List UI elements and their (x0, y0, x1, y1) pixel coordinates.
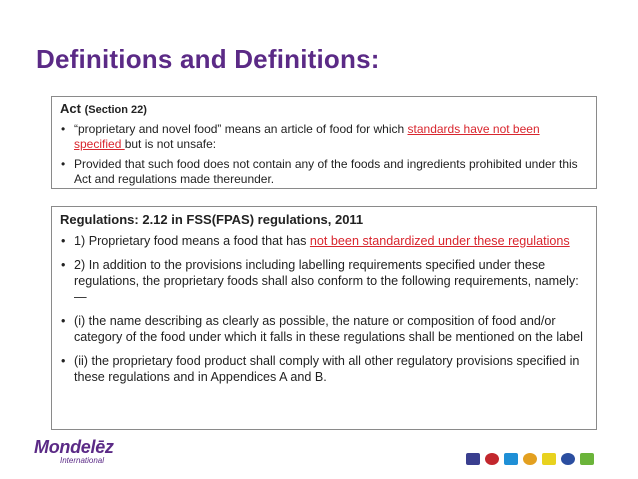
act-heading (60, 101, 588, 116)
regulations-heading: Regulations: 2.12 in FSS(FPAS) regulations, 2011 (60, 212, 364, 227)
regulations-bullet-3: • (i) the name describing as clearly as possible, the nature or composition of food and/or category of the food under which it falls in these regulations shall be mentioned on the label (60, 313, 588, 345)
brand-icon-6 (561, 453, 575, 465)
regulations-bullet-2: • 2) In addition to the provisions including labelling requirements specified under these regulations, the proprietary foods shall also conform to the following requirements, namely:— (60, 257, 588, 305)
regulations-bullet-1-text: 1) Proprietary food means a food that has (74, 234, 310, 248)
regulations-bullet-list (60, 233, 588, 385)
slide-title: Definitions and Definitions: (36, 44, 380, 74)
regulations-bullet-1-highlight: not been standardized under these regulations (309, 234, 570, 248)
brand-icon-7 (580, 453, 594, 465)
act-bullet-1 (60, 122, 588, 151)
brand-icons-strip (466, 449, 594, 469)
act-bullet-2: • Provided that such food does not contain any of the foods and ingredients prohibited under this Act and regulations made thereunder. (60, 157, 588, 186)
mondelez-logo (34, 437, 124, 465)
act-bullet-1-text: “proprietary and novel food” means an article of food for which (74, 122, 408, 136)
regulations-box (51, 206, 597, 430)
act-bullet-1-highlight: standards have not been specified (74, 122, 540, 151)
act-bullet-1-tail: but is not unsafe: (124, 136, 217, 151)
regulations-bullet-4: • (ii) the proprietary food product shall comply with all other regulatory provisions specified in these regulations and in Appendices A and B. (60, 353, 588, 385)
logo-wordmark: Mondelēz (34, 437, 114, 457)
brand-icon-2 (485, 453, 499, 465)
act-section-label: (Section 22) (84, 104, 147, 116)
regulations-bullet-1 (60, 233, 588, 249)
act-box (51, 96, 597, 189)
act-bullet-list (60, 122, 588, 186)
brand-icon-4 (523, 453, 537, 465)
act-heading-label: Act (60, 101, 81, 116)
logo-subtitle: International (60, 456, 105, 465)
brand-icon-3 (504, 453, 518, 465)
brand-icon-1 (466, 453, 480, 465)
brand-icon-5 (542, 453, 556, 465)
